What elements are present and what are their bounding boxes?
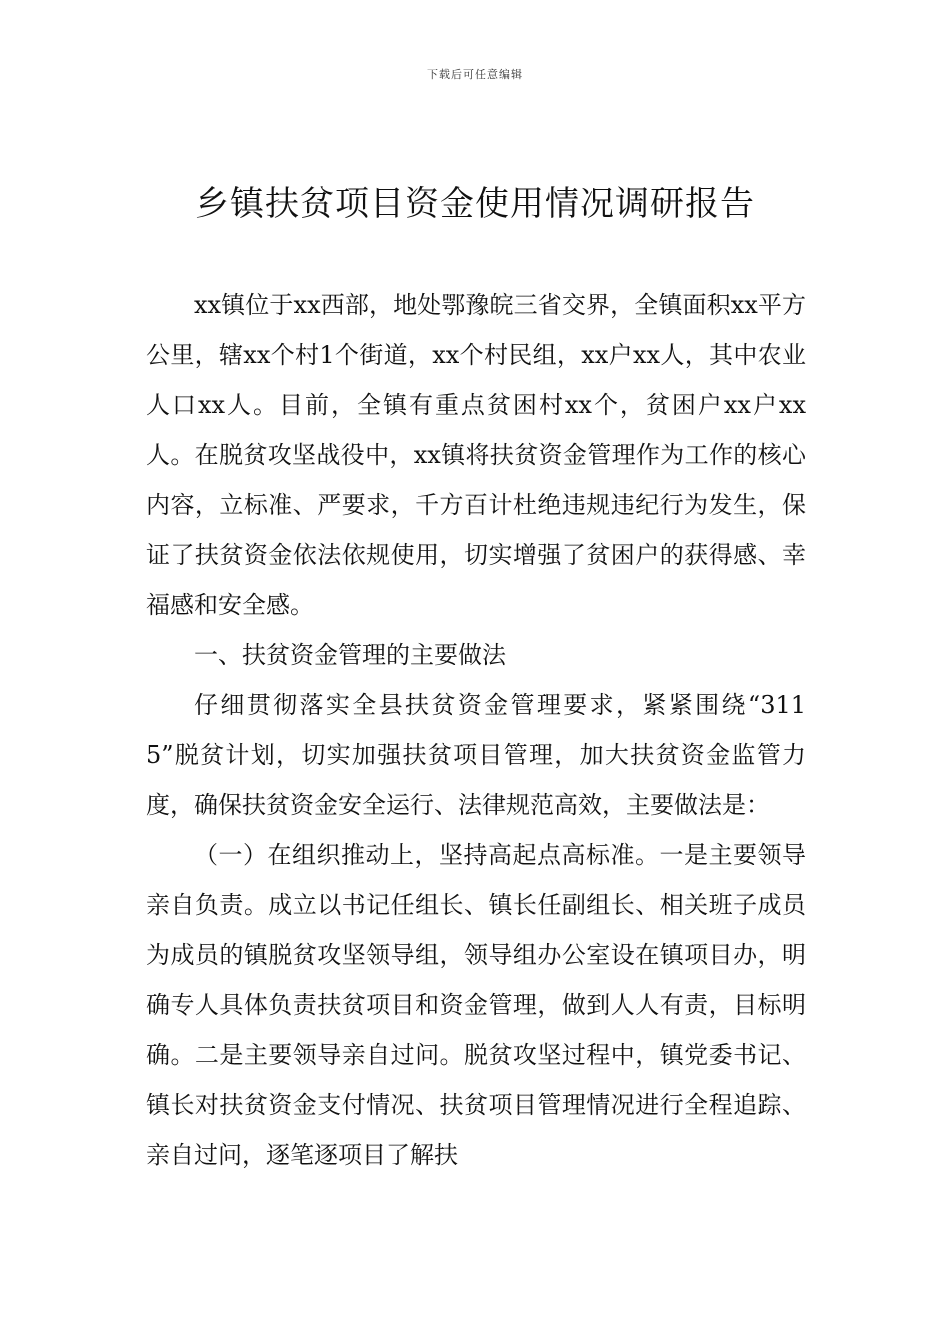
document-title: 乡镇扶贫项目资金使用情况调研报告 — [195, 184, 755, 224]
document-body — [146, 280, 806, 1180]
paragraph-practices: 仔细贯彻落实全县扶贫资金管理要求，紧紧围绕“3115”脱贫计划，切实加强扶贫项目管理，加大扶贫资金监管力度，确保扶贫资金安全运行、法律规范高效，主要做法是： — [146, 691, 806, 819]
header-note: 下载后可任意编辑 — [427, 68, 523, 81]
section-heading-1: 一、扶贫资金管理的主要做法 — [194, 641, 506, 669]
paragraph-intro: xx镇位于xx西部，地处鄂豫皖三省交界，全镇面积xx平方公里，辖xx个村1个街道，xx个村民组，xx户xx人，其中农业人口xx人。目前，全镇有重点贫困村xx个，贫困户xx户xx人。在脱贫攻坚战役中，xx镇将扶贫资金管理作为工作的核心内容，立标准、严要求，千方百计杜绝违规违纪行为发生，保证了扶贫资金依法依规使用，切实增强了贫困户的获得感、幸福感和安全感。 — [146, 291, 806, 619]
paragraph-organization: （一）在组织推动上，坚持高起点高标准。一是主要领导亲自负责。成立以书记任组长、镇长任副组长、相关班子成员为成员的镇脱贫攻坚领导组，领导组办公室设在镇项目办，明确专人具体负责扶贫项目和资金管理，做到人人有责，目标明确。二是主要领导亲自过问。脱贫攻坚过程中，镇党委书记、镇长对扶贫资金支付情况、扶贫项目管理情况进行全程追踪、亲自过问，逐笔逐项目了解扶 — [146, 841, 806, 1169]
